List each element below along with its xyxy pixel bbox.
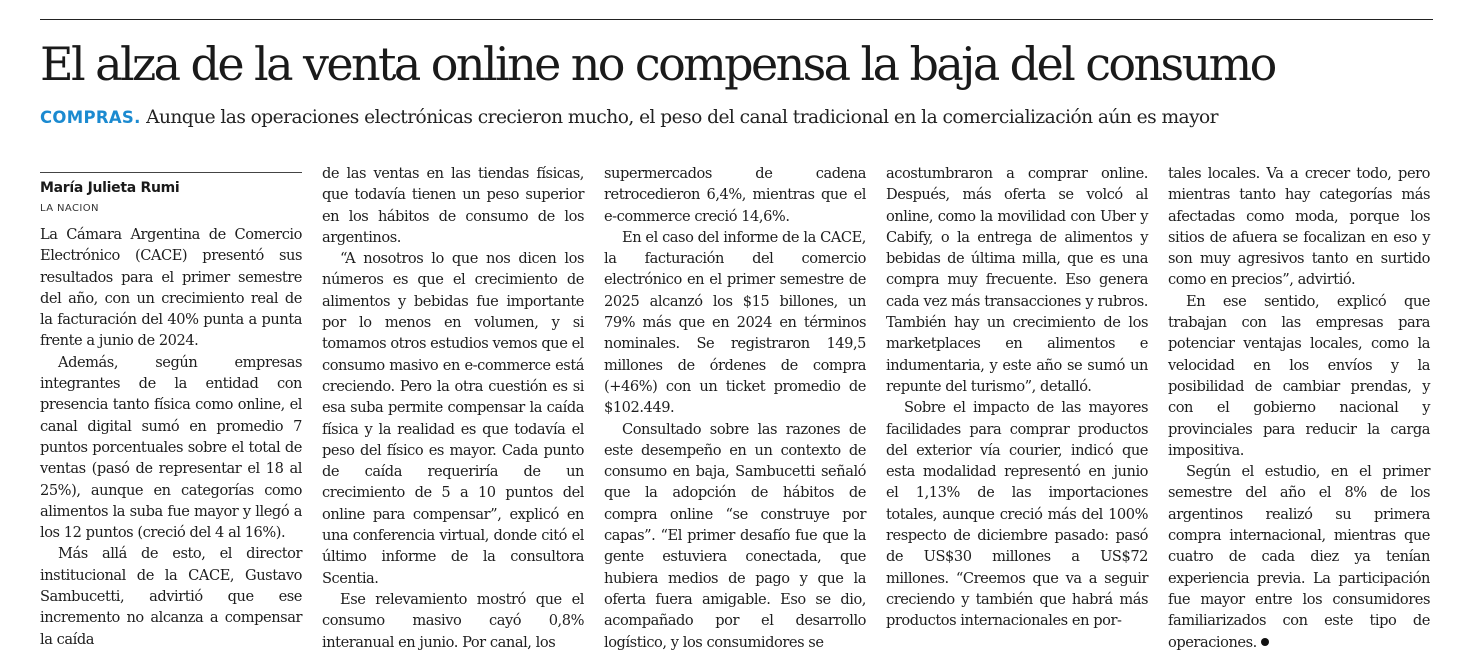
article-column-2 bbox=[322, 163, 584, 653]
paragraph: Ese relevamiento mostró que el consumo masivo cayó 0,8% interanual en junio. Por canal, los bbox=[322, 590, 584, 651]
subhead-text: Aunque las operaciones electrónicas crecieron mucho, el peso del canal tradicional en la comercialización aún es mayor bbox=[146, 107, 1219, 128]
paragraph: Consultado sobre las razones de este desempeño en un contexto de consumo en baja, Sambucetti señaló que la adopción de hábitos de compra online “se construye por capas”. “El primer desafío fue que la gente estuviera conectada, que hubiera medios de pago y que la oferta fuera amigable. Eso se dio, acompañado por el desarrollo logístico, y los consumidores se bbox=[604, 420, 866, 651]
paragraph: Además, según empresas integrantes de la entidad con presencia tanto física como online, el canal digital sumó en promedio 7 puntos porcentuales sobre el total de ventas (pasó de representar el 18 al 25%), aunque en categorías como alimentos la suba fue mayor y llegó a los 12 puntos (creció del 4 al 16%). bbox=[40, 353, 302, 542]
paragraph-text: Según el estudio, en el primer semestre del año el 8% de los argentinos realizó su primera compra internacional, mientras que cuatro de cada diez ya tenían experiencia previa. La participación fue mayor entre los consumidores familiarizados con este tipo de operaciones. bbox=[1168, 463, 1430, 651]
outlet-name: LA NACION bbox=[40, 203, 99, 214]
author-name: María Julieta Rumi bbox=[40, 180, 180, 196]
paragraph: supermercados de cadena retrocedieron 6,4%, mientras que el e-commerce creció 14,6%. bbox=[604, 165, 866, 225]
byline-rule bbox=[40, 172, 302, 173]
paragraph: de las ventas en las tiendas físicas, que todavía tienen un peso superior en los hábitos de consumo de los argentinos. bbox=[322, 165, 584, 246]
article-column-4 bbox=[886, 163, 1148, 632]
paragraph: En ese sentido, explicó que trabajan con las empresas para potenciar ventajas locales, como la velocidad en los envíos y la posibilidad de cambiar prendas, y con el gobierno nacional y provinciales para reducir la carga impositiva. bbox=[1168, 292, 1430, 459]
paragraph: Sobre el impacto de las mayores facilidades para comprar productos del exterior vía courier, indicó que esta modalidad representó en junio el 1,13% de las importaciones totales, aunque creció más del 100% respecto de diciembre pasado: pasó de US$30 millones a US$72 millones. “Creemos que va a seguir creciendo y también que habrá más productos internacionales en por- bbox=[886, 399, 1148, 630]
paragraph: tales locales. Va a crecer todo, pero mientras tanto hay categorías más afectadas como moda, porque los sitios de afuera se focalizan en eso y son muy agresivos tanto en surtido como en precios”, advirtió. bbox=[1168, 165, 1430, 289]
headline: El alza de la venta online no compensa la baja del consumo bbox=[40, 37, 1275, 91]
paragraph bbox=[1168, 461, 1430, 653]
paragraph: Más allá de esto, el director institucional de la CACE, Gustavo Sambucetti, advirtió que ese incremento no alcanza a compensar la caída bbox=[40, 545, 302, 648]
section-kicker: COMPRAS. bbox=[40, 108, 141, 127]
top-rule bbox=[40, 19, 1433, 20]
paragraph: “A nosotros lo que nos dicen los números es que el crecimiento de alimentos y bebidas fue importante por lo menos en volumen, y si tomamos otros estudios vemos que el consumo masivo en e-commerce está creciendo. Pero la otra cuestión es si esa suba permite compensar la caída física y la realidad es que todavía el peso del físico es mayor. Cada punto de caída requeriría de un crecimiento de 5 a 10 puntos del online para compensar”, explicó en una conferencia virtual, donde citó el último informe de la consultora Scentia. bbox=[322, 250, 585, 587]
article-column-1 bbox=[40, 224, 302, 650]
paragraph: La Cámara Argentina de Comercio Electrónico (CACE) presentó sus resultados para el primer semestre del año, con un crecimiento real de la facturación del 40% punta a punta frente a junio de 2024. bbox=[40, 226, 302, 350]
paragraph: acostumbraron a comprar online. Después, más oferta se volcó al online, como la movilidad con Uber y Cabify, o la entrega de alimentos y bebidas de última milla, que es una compra muy frecuente. Eso genera cada vez más transacciones y rubros. También hay un crecimiento de los marketplaces en alimentos e indumentaria, y este año se sumó un repunte del turismo”, detalló. bbox=[886, 165, 1148, 395]
subhead bbox=[40, 104, 1440, 132]
end-of-article-mark bbox=[1261, 638, 1269, 646]
article-column-5 bbox=[1168, 163, 1430, 653]
paragraph: En el caso del informe de la CACE, la facturación del comercio electrónico en el primer semestre de 2025 alcanzó los $15 billones, un 79% más que en 2024 en términos nominales. Se registraron 149,5 millones de órdenes de compra (+46%) con un ticket promedio de $102.449. bbox=[604, 228, 866, 417]
article-column-3 bbox=[604, 163, 866, 653]
